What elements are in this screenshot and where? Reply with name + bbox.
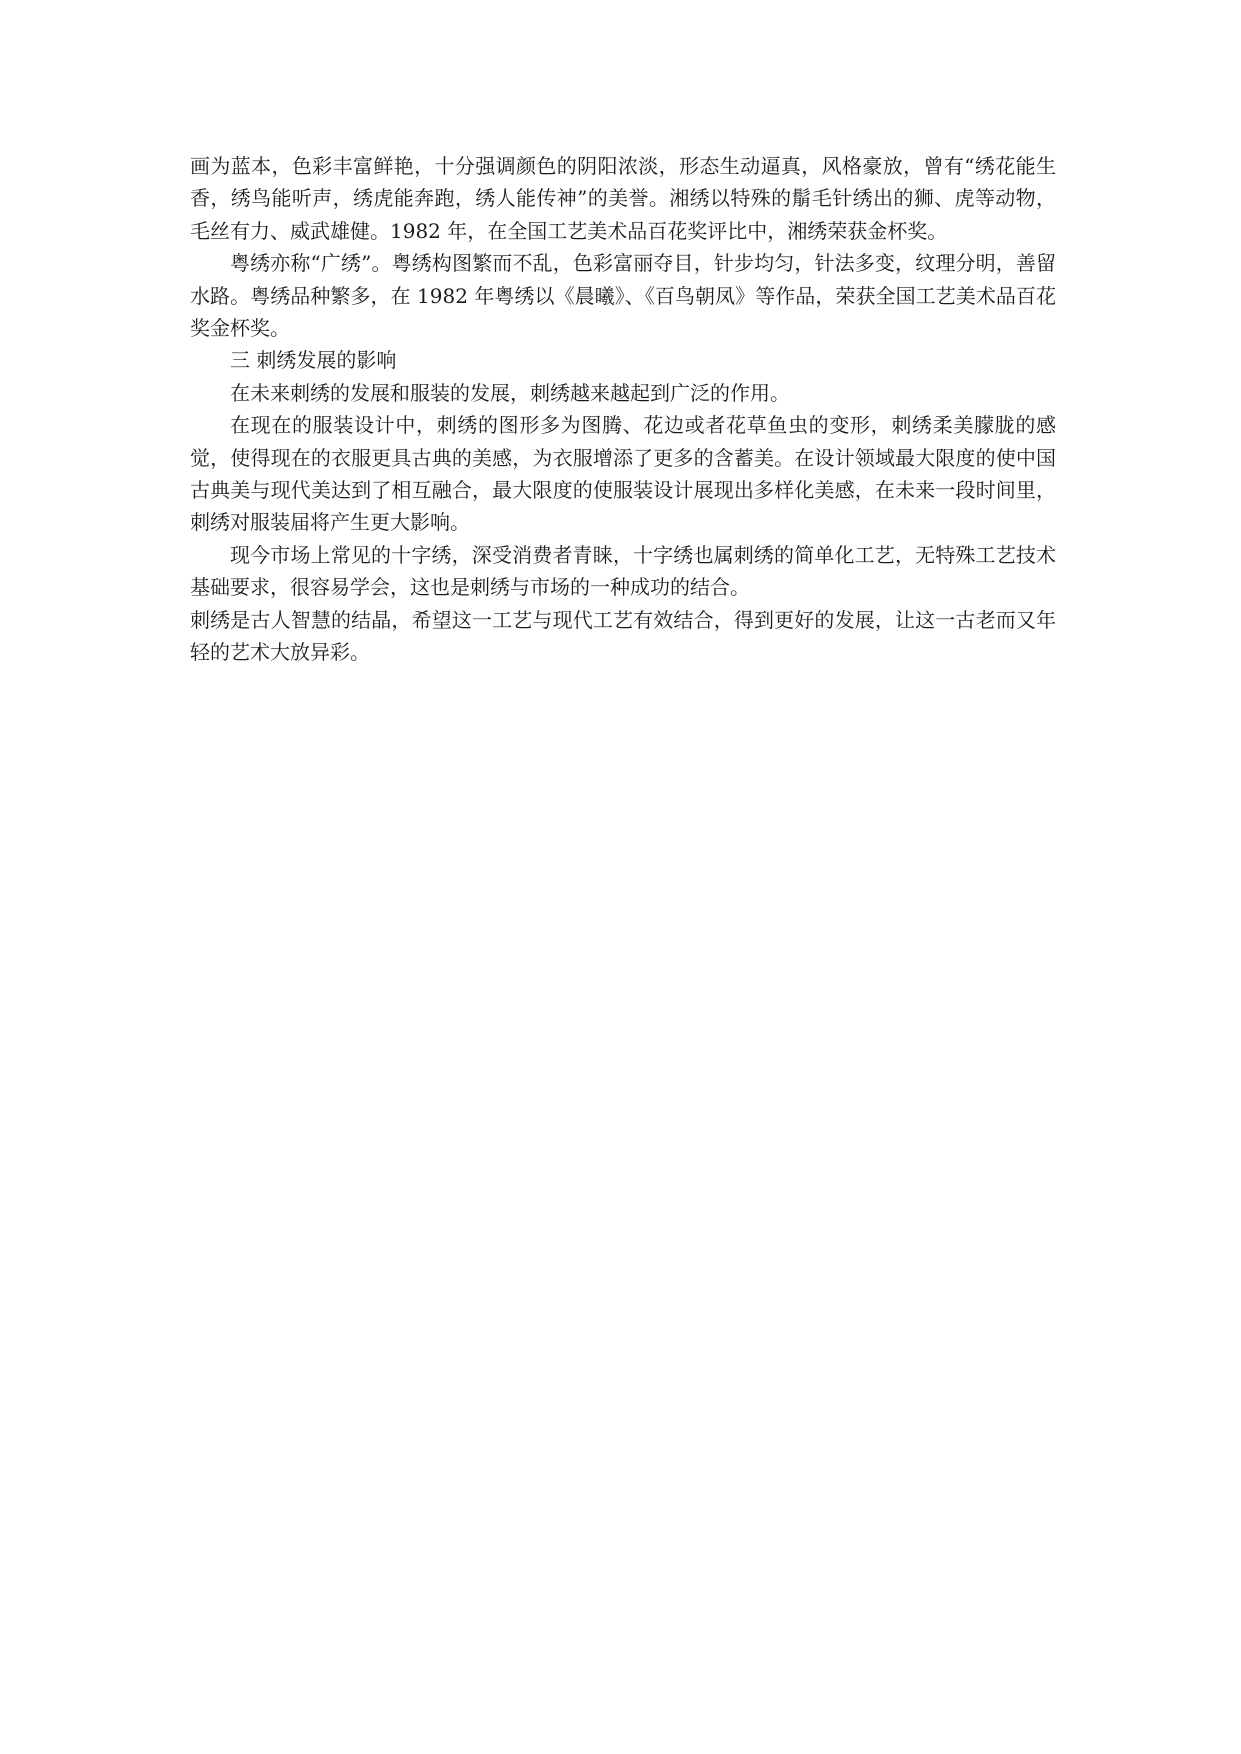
paragraph-cross-stitch: 现今市场上常见的十字绣，深受消费者青睐，十字绣也属刺绣的简单化工艺，无特殊工艺技术基础要求，很容易学会，这也是刺绣与市场的一种成功的结合。: [190, 542, 1056, 600]
paragraph-xiang-embroidery-continued: 画为蓝本，色彩丰富鲜艳，十分强调颜色的阴阳浓淡，形态生动逼真，风格豪放，曾有“绣花能生香，绣鸟能听声，绣虎能奔跑，绣人能传神”的美誉。湘绣以特殊的鬅毛针绣出的狮、虎等动物，毛丝有力、威武雄健。1982 年，在全国工艺美术品百花奖评比中，湘绣荣获金杯奖。: [190, 154, 1056, 243]
paragraph-fashion-design: 在现在的服装设计中，刺绣的图形多为图腾、花边或者花草鱼虫的变形，刺绣柔美朦胧的感觉，使得现在的衣服更具古典的美感，为衣服增添了更多的含蓄美。在设计领域最大限度的使中国古典美与现代美达到了相互融合，最大限度的使服装设计展现出多样化美感，在未来一段时间里，刺绣对服装届将产生更大影响。: [190, 413, 1056, 535]
document-body: [190, 150, 1056, 669]
paragraph-future-development: 在未来刺绣的发展和服装的发展，刺绣越来越起到广泛的作用。: [230, 380, 790, 405]
paragraph-yue-embroidery: 粤绣亦称“广绣”。粤绣构图繁而不乱，色彩富丽夺目，针步均匀，针法多变，纹理分明，善留水路。粤绣品种繁多，在 1982 年粤绣以《晨曦》、《百鸟朝凤》等作品，荣获全国工艺美术品百花奖金杯奖。: [190, 251, 1056, 341]
section-heading-influence: 三 刺绣发展的影响: [230, 348, 397, 373]
paragraph-conclusion: 刺绣是古人智慧的结晶，希望这一工艺与现代工艺有效结合，得到更好的发展，让这一古老而又年轻的艺术大放异彩。: [190, 607, 1056, 665]
